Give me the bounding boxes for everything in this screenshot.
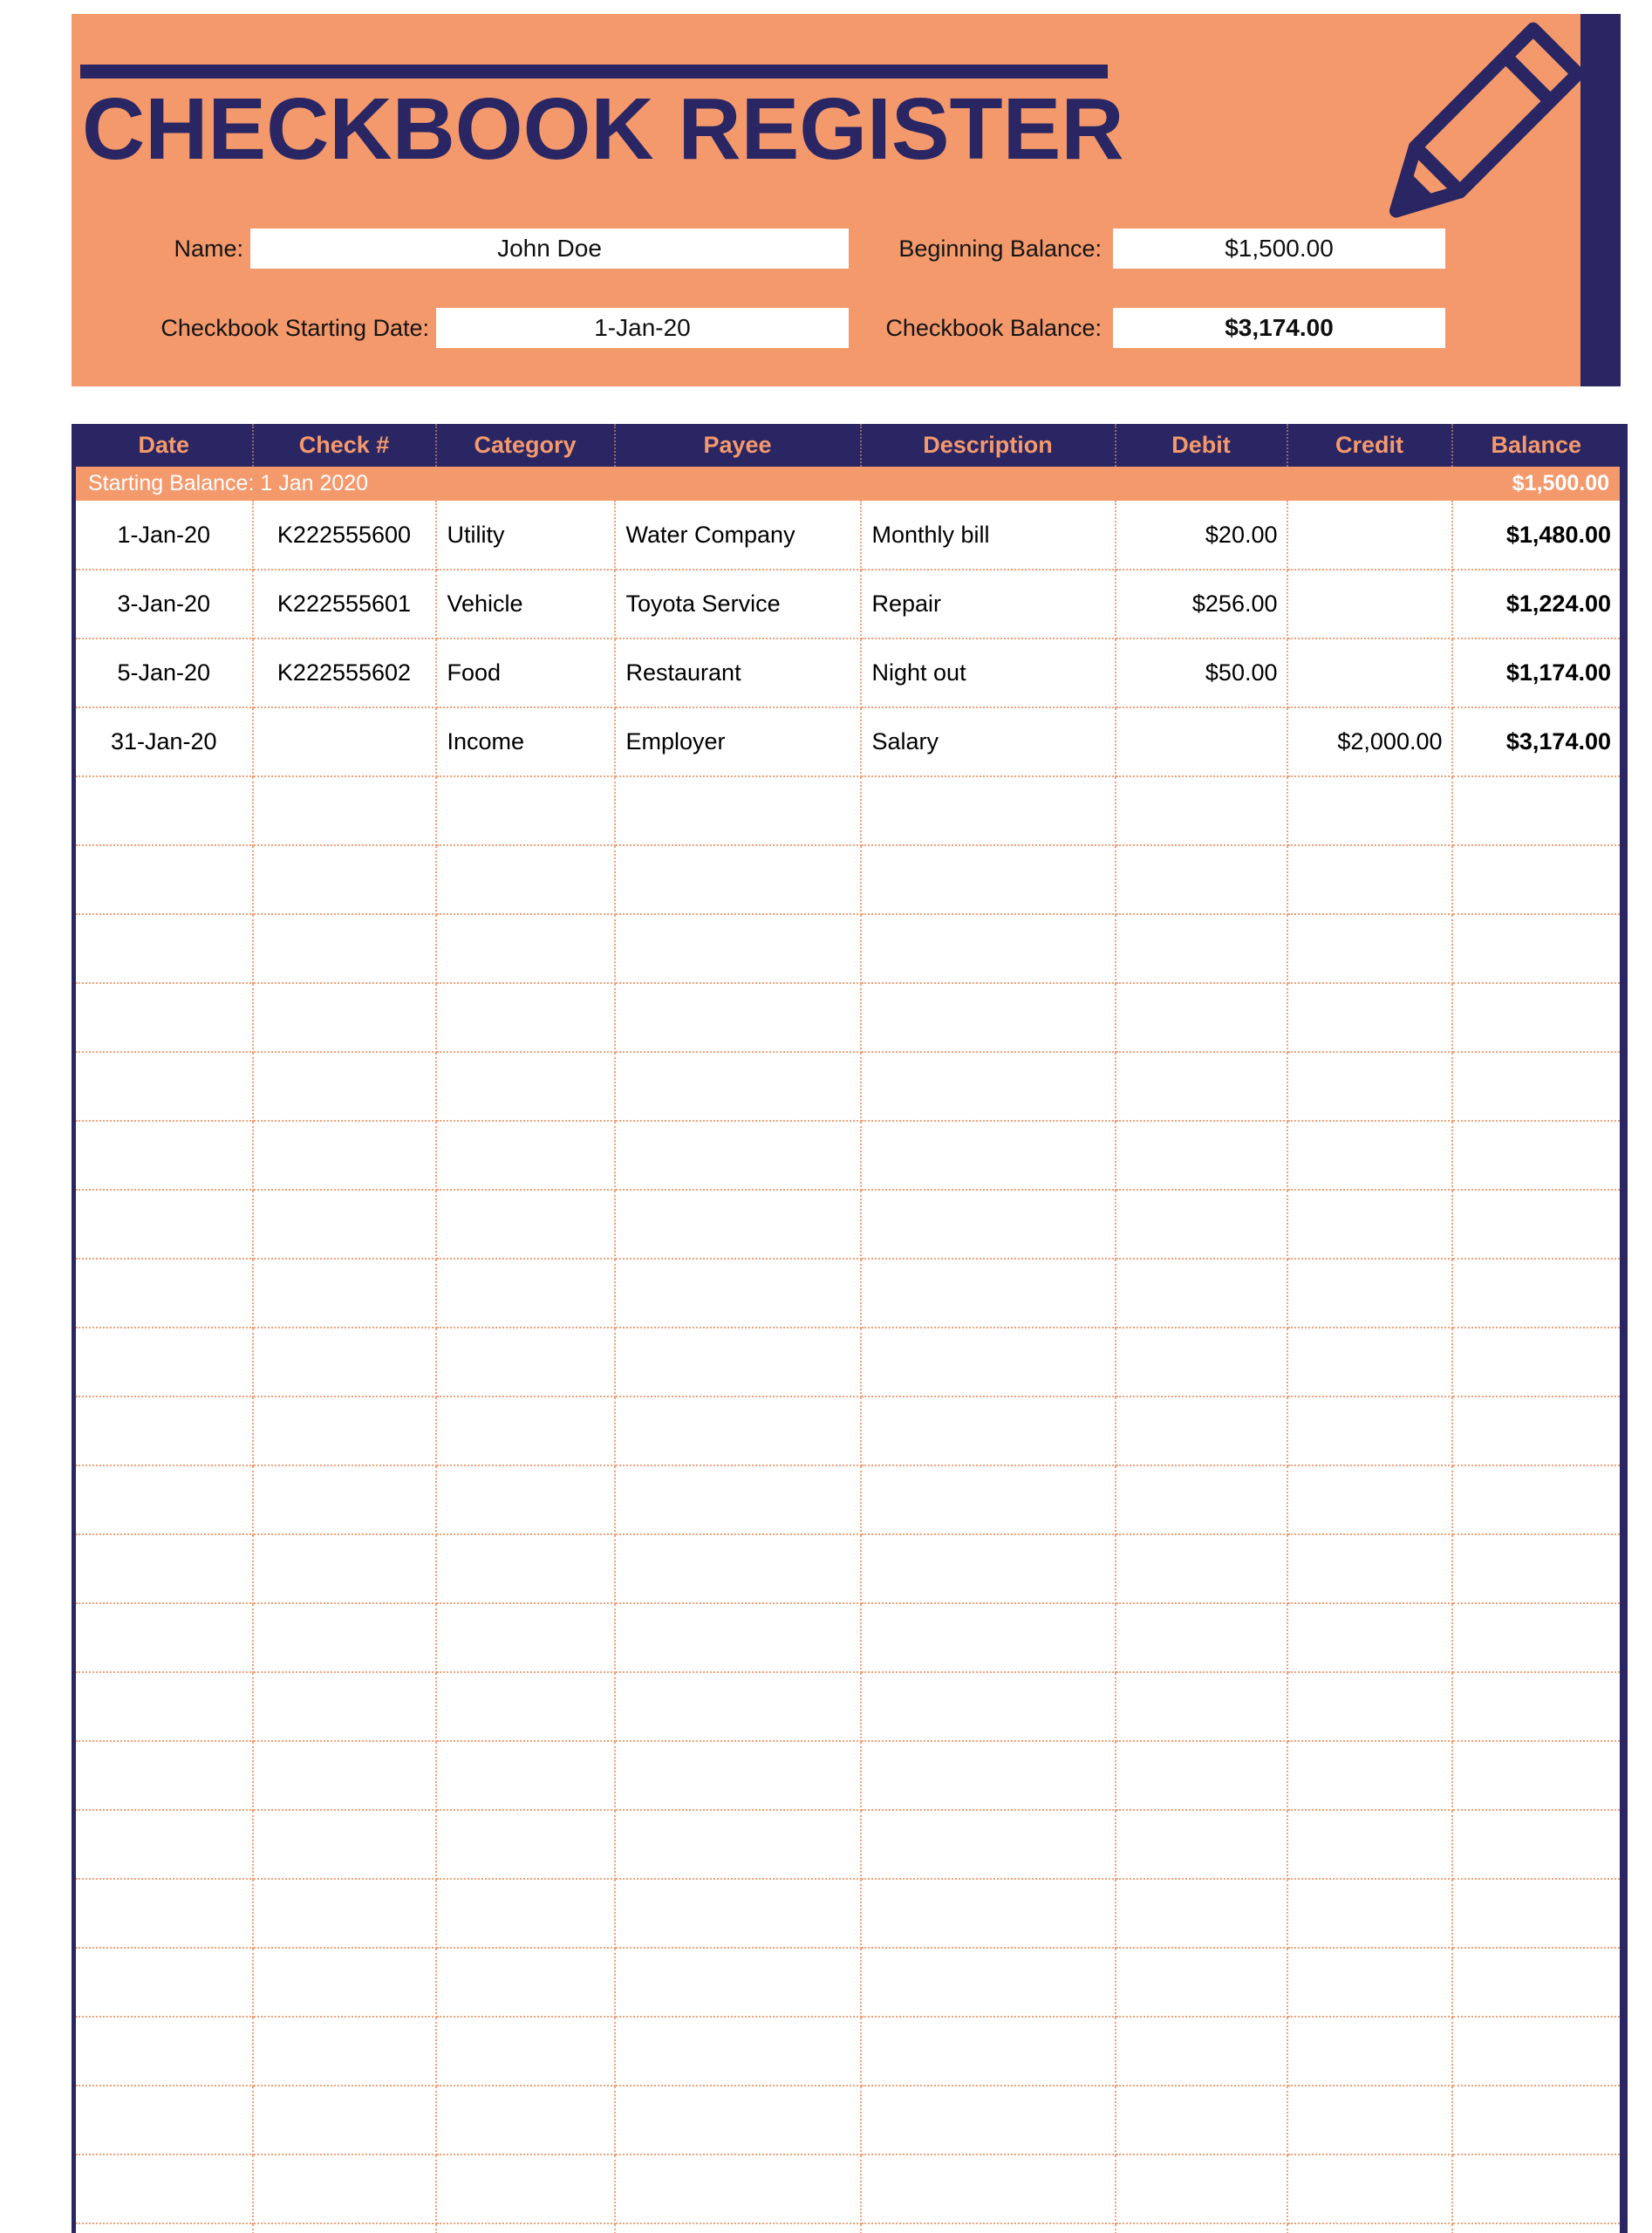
- cell-check[interactable]: [253, 1190, 436, 1259]
- cell-category[interactable]: [436, 1810, 615, 1879]
- cell-payee[interactable]: [615, 1948, 861, 2017]
- cell-date[interactable]: [74, 776, 253, 845]
- cell-payee[interactable]: [615, 2154, 861, 2223]
- empty-table-row: [74, 1052, 1624, 1121]
- cell-check[interactable]: [253, 1121, 436, 1190]
- cell-date[interactable]: [74, 1396, 253, 1465]
- starting-balance-row: [74, 467, 1624, 501]
- cell-credit[interactable]: [1287, 1810, 1452, 1879]
- cell-payee[interactable]: Toyota Service: [615, 570, 861, 638]
- cell-category[interactable]: [436, 983, 615, 1052]
- empty-table-row: [74, 1259, 1624, 1328]
- cell-payee[interactable]: [615, 2086, 861, 2154]
- cell-description[interactable]: [861, 983, 1116, 1052]
- cell-debit[interactable]: [1116, 1465, 1287, 1534]
- cell-debit[interactable]: $256.00: [1116, 570, 1287, 638]
- cell-balance[interactable]: $3,174.00: [1452, 707, 1624, 776]
- column-header-check: Check #: [253, 424, 436, 467]
- cell-category[interactable]: [436, 1672, 615, 1741]
- cell-check[interactable]: [253, 2154, 436, 2223]
- column-header-description: Description: [861, 424, 1116, 467]
- empty-table-row: [74, 1810, 1624, 1879]
- cell-balance[interactable]: [1452, 1672, 1624, 1741]
- cell-description[interactable]: [861, 1741, 1116, 1810]
- cell-description[interactable]: [861, 1190, 1116, 1259]
- cell-category[interactable]: [436, 1328, 615, 1396]
- cell-category[interactable]: Vehicle: [436, 570, 615, 638]
- cell-check[interactable]: [253, 1879, 436, 1948]
- cell-debit[interactable]: [1116, 1603, 1287, 1672]
- cell-category[interactable]: [436, 1396, 615, 1465]
- cell-credit[interactable]: [1287, 2017, 1452, 2086]
- cell-credit[interactable]: [1287, 1603, 1452, 1672]
- cell-credit[interactable]: [1287, 570, 1452, 638]
- cell-description[interactable]: [861, 2154, 1116, 2223]
- cell-description[interactable]: [861, 1948, 1116, 2017]
- cell-date[interactable]: 31-Jan-20: [74, 707, 253, 776]
- cell-category[interactable]: [436, 2154, 615, 2223]
- cell-debit[interactable]: [1116, 2086, 1287, 2154]
- cell-date[interactable]: [74, 1672, 253, 1741]
- cell-balance[interactable]: [1452, 1396, 1624, 1465]
- cell-date[interactable]: [74, 1879, 253, 1948]
- cell-category[interactable]: [436, 1741, 615, 1810]
- empty-table-row: [74, 1534, 1624, 1603]
- cell-date[interactable]: [74, 1052, 253, 1121]
- cell-check[interactable]: [253, 1603, 436, 1672]
- cell-description[interactable]: [861, 1879, 1116, 1948]
- cell-description[interactable]: [861, 2223, 1116, 2233]
- cell-category[interactable]: [436, 1465, 615, 1534]
- cell-check[interactable]: [253, 1672, 436, 1741]
- cell-category[interactable]: [436, 2017, 615, 2086]
- cell-balance[interactable]: [1452, 914, 1624, 983]
- empty-table-row: [74, 776, 1624, 845]
- cell-payee[interactable]: Restaurant: [615, 638, 861, 707]
- cell-description[interactable]: [861, 1672, 1116, 1741]
- cell-date[interactable]: [74, 2154, 253, 2223]
- cell-credit[interactable]: [1287, 1121, 1452, 1190]
- cell-payee[interactable]: [615, 1810, 861, 1879]
- cell-description[interactable]: [861, 1052, 1116, 1121]
- table-row: [74, 638, 1624, 707]
- cell-date[interactable]: [74, 1534, 253, 1603]
- cell-description[interactable]: [861, 1810, 1116, 1879]
- cell-balance[interactable]: $1,224.00: [1452, 570, 1624, 638]
- cell-credit[interactable]: [1287, 1879, 1452, 1948]
- cell-category[interactable]: [436, 1879, 615, 1948]
- cell-balance[interactable]: [1452, 1052, 1624, 1121]
- cell-credit[interactable]: [1287, 1465, 1452, 1534]
- cell-date[interactable]: [74, 1603, 253, 1672]
- checkbook-balance-value: $3,174.00: [1113, 308, 1445, 348]
- cell-balance[interactable]: [1452, 776, 1624, 845]
- cell-balance[interactable]: [1452, 1534, 1624, 1603]
- empty-table-row: [74, 1465, 1624, 1534]
- cell-credit[interactable]: [1287, 638, 1452, 707]
- cell-category[interactable]: [436, 2086, 615, 2154]
- cell-credit[interactable]: [1287, 1534, 1452, 1603]
- cell-payee[interactable]: [615, 1672, 861, 1741]
- cell-credit[interactable]: [1287, 2154, 1452, 2223]
- empty-table-row: [74, 2154, 1624, 2223]
- cell-balance[interactable]: [1452, 1328, 1624, 1396]
- register-table: [72, 424, 1628, 2233]
- cell-debit[interactable]: [1116, 1879, 1287, 1948]
- starting-date-label: Checkbook Starting Date:: [160, 315, 429, 341]
- cell-date[interactable]: [74, 914, 253, 983]
- cell-description[interactable]: [861, 1465, 1116, 1534]
- cell-description[interactable]: [861, 2017, 1116, 2086]
- cell-debit[interactable]: [1116, 1741, 1287, 1810]
- column-header-debit: Debit: [1116, 424, 1287, 467]
- cell-check[interactable]: [253, 1741, 436, 1810]
- cell-credit[interactable]: $2,000.00: [1287, 707, 1452, 776]
- cell-debit[interactable]: $20.00: [1116, 501, 1287, 570]
- cell-payee[interactable]: [615, 845, 861, 914]
- cell-payee[interactable]: [615, 776, 861, 845]
- empty-table-row: [74, 1121, 1624, 1190]
- cell-check[interactable]: [253, 1259, 436, 1328]
- cell-date[interactable]: 3-Jan-20: [74, 570, 253, 638]
- cell-description[interactable]: [861, 1121, 1116, 1190]
- cell-check[interactable]: [253, 1052, 436, 1121]
- cell-description[interactable]: [861, 1603, 1116, 1672]
- cell-check[interactable]: [253, 2086, 436, 2154]
- cell-description[interactable]: Repair: [861, 570, 1116, 638]
- cell-debit[interactable]: [1116, 2223, 1287, 2233]
- cell-check[interactable]: [253, 1534, 436, 1603]
- cell-payee[interactable]: Employer: [615, 707, 861, 776]
- cell-check[interactable]: [253, 2223, 436, 2233]
- empty-table-row: [74, 2086, 1624, 2154]
- table-header-row: [74, 424, 1624, 467]
- empty-table-row: [74, 1396, 1624, 1465]
- cell-credit[interactable]: [1287, 776, 1452, 845]
- empty-table-row: [74, 1948, 1624, 2017]
- cell-balance[interactable]: [1452, 1879, 1624, 1948]
- table-row: [74, 501, 1624, 570]
- table-row: [74, 707, 1624, 776]
- register-table-container: [72, 424, 1621, 2233]
- cell-debit[interactable]: [1116, 845, 1287, 914]
- cell-debit[interactable]: [1116, 983, 1287, 1052]
- cell-description[interactable]: [861, 2086, 1116, 2154]
- cell-payee[interactable]: [615, 1396, 861, 1465]
- cell-payee[interactable]: [615, 1879, 861, 1948]
- cell-debit[interactable]: [1116, 1259, 1287, 1328]
- cell-date[interactable]: [74, 1328, 253, 1396]
- cell-balance[interactable]: [1452, 2086, 1624, 2154]
- cell-date[interactable]: [74, 983, 253, 1052]
- cell-debit[interactable]: [1116, 2017, 1287, 2086]
- cell-debit[interactable]: [1116, 1948, 1287, 2017]
- empty-table-row: [74, 2017, 1624, 2086]
- cell-balance[interactable]: [1452, 845, 1624, 914]
- empty-table-row: [74, 983, 1624, 1052]
- cell-description[interactable]: Monthly bill: [861, 501, 1116, 570]
- cell-description[interactable]: [861, 776, 1116, 845]
- cell-category[interactable]: [436, 1190, 615, 1259]
- cell-check[interactable]: K222555602: [253, 638, 436, 707]
- cell-date[interactable]: [74, 2086, 253, 2154]
- cell-balance[interactable]: [1452, 1948, 1624, 2017]
- cell-category[interactable]: [436, 914, 615, 983]
- cell-payee[interactable]: [615, 1534, 861, 1603]
- cell-debit[interactable]: [1116, 776, 1287, 845]
- cell-credit[interactable]: [1287, 501, 1452, 570]
- cell-payee[interactable]: [615, 1121, 861, 1190]
- cell-balance[interactable]: [1452, 983, 1624, 1052]
- cell-date[interactable]: [74, 1259, 253, 1328]
- cell-description[interactable]: [861, 845, 1116, 914]
- cell-balance[interactable]: [1452, 1465, 1624, 1534]
- cell-date[interactable]: [74, 1948, 253, 2017]
- cell-debit[interactable]: [1116, 914, 1287, 983]
- cell-credit[interactable]: [1287, 2223, 1452, 2233]
- cell-credit[interactable]: [1287, 983, 1452, 1052]
- cell-date[interactable]: [74, 2017, 253, 2086]
- cell-credit[interactable]: [1287, 1396, 1452, 1465]
- title-accent-bar: [80, 65, 1108, 79]
- name-input[interactable]: John Doe: [250, 229, 849, 269]
- cell-check[interactable]: [253, 1810, 436, 1879]
- cell-check[interactable]: [253, 914, 436, 983]
- cell-description[interactable]: Salary: [861, 707, 1116, 776]
- cell-debit[interactable]: [1116, 2154, 1287, 2223]
- empty-table-row: [74, 1879, 1624, 1948]
- cell-check[interactable]: [253, 1328, 436, 1396]
- beginning-balance-input[interactable]: $1,500.00: [1113, 229, 1445, 269]
- cell-balance[interactable]: [1452, 1810, 1624, 1879]
- empty-table-row: [74, 2223, 1624, 2233]
- cell-check[interactable]: K222555600: [253, 501, 436, 570]
- cell-category[interactable]: [436, 776, 615, 845]
- starting-balance-label: Starting Balance: 1 Jan 2020: [74, 467, 1452, 501]
- cell-date[interactable]: [74, 1810, 253, 1879]
- cell-balance[interactable]: [1452, 1259, 1624, 1328]
- cell-category[interactable]: Income: [436, 707, 615, 776]
- cell-payee[interactable]: [615, 914, 861, 983]
- cell-payee[interactable]: [615, 2223, 861, 2233]
- cell-payee[interactable]: [615, 1328, 861, 1396]
- cell-debit[interactable]: [1116, 707, 1287, 776]
- cell-credit[interactable]: [1287, 1190, 1452, 1259]
- cell-credit[interactable]: [1287, 1328, 1452, 1396]
- cell-debit[interactable]: [1116, 1190, 1287, 1259]
- cell-description[interactable]: [861, 1259, 1116, 1328]
- cell-balance[interactable]: [1452, 1190, 1624, 1259]
- cell-check[interactable]: [253, 983, 436, 1052]
- cell-balance[interactable]: $1,480.00: [1452, 501, 1624, 570]
- beginning-balance-label: Beginning Balance:: [898, 236, 1102, 262]
- cell-date[interactable]: [74, 1741, 253, 1810]
- cell-payee[interactable]: [615, 2017, 861, 2086]
- cell-credit[interactable]: [1287, 2086, 1452, 2154]
- cell-credit[interactable]: [1287, 1672, 1452, 1741]
- cell-credit[interactable]: [1287, 1741, 1452, 1810]
- cell-debit[interactable]: [1116, 1672, 1287, 1741]
- cell-category[interactable]: [436, 1259, 615, 1328]
- column-header-credit: Credit: [1287, 424, 1452, 467]
- empty-table-row: [74, 1328, 1624, 1396]
- cell-check[interactable]: K222555601: [253, 570, 436, 638]
- cell-debit[interactable]: [1116, 1534, 1287, 1603]
- cell-category[interactable]: [436, 1948, 615, 2017]
- cell-payee[interactable]: [615, 983, 861, 1052]
- empty-table-row: [74, 845, 1624, 914]
- cell-debit[interactable]: [1116, 1328, 1287, 1396]
- starting-date-input[interactable]: 1-Jan-20: [436, 308, 849, 348]
- cell-check[interactable]: [253, 2017, 436, 2086]
- cell-check[interactable]: [253, 1948, 436, 2017]
- cell-debit[interactable]: [1116, 1396, 1287, 1465]
- cell-date[interactable]: [74, 2223, 253, 2233]
- cell-category[interactable]: Food: [436, 638, 615, 707]
- cell-description[interactable]: [861, 914, 1116, 983]
- empty-table-row: [74, 1190, 1624, 1259]
- cell-balance[interactable]: [1452, 1121, 1624, 1190]
- cell-category[interactable]: [436, 1534, 615, 1603]
- cell-category[interactable]: [436, 1121, 615, 1190]
- cell-payee[interactable]: [615, 1052, 861, 1121]
- page-title: CHECKBOOK REGISTER: [82, 80, 1124, 178]
- cell-check[interactable]: [253, 1465, 436, 1534]
- cell-check[interactable]: [253, 1396, 436, 1465]
- cell-payee[interactable]: [615, 1741, 861, 1810]
- cell-payee[interactable]: [615, 1465, 861, 1534]
- column-header-date: Date: [74, 424, 253, 467]
- cell-check[interactable]: [253, 845, 436, 914]
- name-label: Name:: [174, 236, 243, 262]
- checkbook-balance-label: Checkbook Balance:: [885, 315, 1102, 341]
- starting-balance-amount: $1,500.00: [1452, 467, 1624, 501]
- cell-description[interactable]: [861, 1328, 1116, 1396]
- cell-description[interactable]: [861, 1534, 1116, 1603]
- cell-date[interactable]: [74, 1465, 253, 1534]
- column-header-payee: Payee: [615, 424, 861, 467]
- cell-category[interactable]: Utility: [436, 501, 615, 570]
- cell-balance[interactable]: [1452, 2223, 1624, 2233]
- empty-table-row: [74, 1672, 1624, 1741]
- cell-category[interactable]: [436, 845, 615, 914]
- column-header-category: Category: [436, 424, 615, 467]
- cell-date[interactable]: [74, 845, 253, 914]
- cell-payee[interactable]: [615, 1603, 861, 1672]
- cell-balance[interactable]: $1,174.00: [1452, 638, 1624, 707]
- cell-credit[interactable]: [1287, 1052, 1452, 1121]
- cell-date[interactable]: 5-Jan-20: [74, 638, 253, 707]
- cell-date[interactable]: [74, 1121, 253, 1190]
- cell-credit[interactable]: [1287, 1948, 1452, 2017]
- cell-payee[interactable]: [615, 1259, 861, 1328]
- cell-credit[interactable]: [1287, 845, 1452, 914]
- cell-check[interactable]: [253, 776, 436, 845]
- cell-description[interactable]: Night out: [861, 638, 1116, 707]
- header-banner: [72, 14, 1621, 386]
- cell-category[interactable]: [436, 2223, 615, 2233]
- empty-table-row: [74, 1603, 1624, 1672]
- table-row: [74, 570, 1624, 638]
- cell-payee[interactable]: [615, 1190, 861, 1259]
- cell-category[interactable]: [436, 1052, 615, 1121]
- cell-debit[interactable]: [1116, 1121, 1287, 1190]
- empty-table-row: [74, 914, 1624, 983]
- cell-debit[interactable]: [1116, 1810, 1287, 1879]
- cell-category[interactable]: [436, 1603, 615, 1672]
- cell-description[interactable]: [861, 1396, 1116, 1465]
- cell-credit[interactable]: [1287, 1259, 1452, 1328]
- cell-debit[interactable]: $50.00: [1116, 638, 1287, 707]
- cell-debit[interactable]: [1116, 1052, 1287, 1121]
- cell-balance[interactable]: [1452, 1603, 1624, 1672]
- cell-credit[interactable]: [1287, 914, 1452, 983]
- cell-balance[interactable]: [1452, 2154, 1624, 2223]
- empty-table-row: [74, 1741, 1624, 1810]
- cell-balance[interactable]: [1452, 2017, 1624, 2086]
- cell-balance[interactable]: [1452, 1741, 1624, 1810]
- cell-date[interactable]: 1-Jan-20: [74, 501, 253, 570]
- cell-payee[interactable]: Water Company: [615, 501, 861, 570]
- cell-check[interactable]: [253, 707, 436, 776]
- column-header-balance: Balance: [1452, 424, 1624, 467]
- header-side-stripe: [1580, 14, 1621, 386]
- cell-date[interactable]: [74, 1190, 253, 1259]
